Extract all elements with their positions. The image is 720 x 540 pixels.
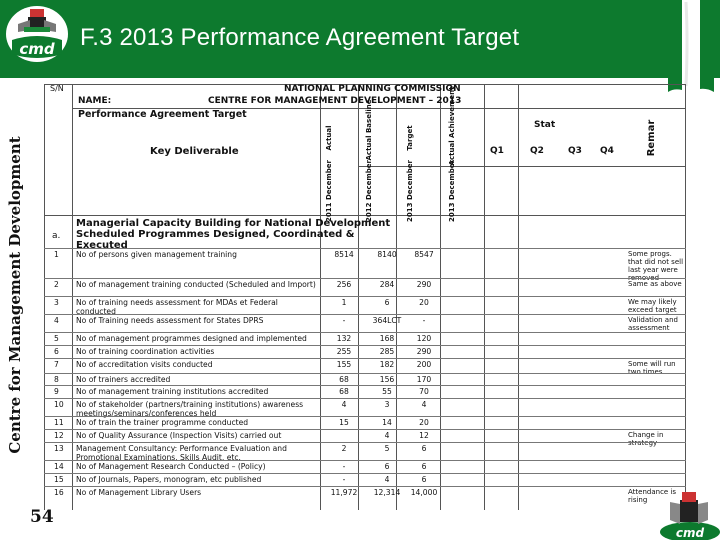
value-2012-baseline: 8140	[377, 250, 397, 259]
deliverable-text: No of stakeholder (partners/training institutions) awareness meetings/seminars/conferences held	[76, 400, 304, 418]
value-2012-baseline: 285	[379, 347, 395, 356]
value-2012-baseline: 4	[384, 431, 390, 440]
group-label: a.	[52, 231, 61, 241]
value-2011-actual: 1	[341, 298, 347, 307]
name-label: NAME:	[78, 96, 112, 106]
deliverable-text: No of persons given management training	[76, 250, 237, 259]
value-2012-baseline: 364LCT	[372, 316, 402, 325]
row-number: 6	[54, 347, 59, 356]
value-2012-baseline: 6	[384, 298, 390, 307]
value-2011-actual: 8514	[334, 250, 354, 259]
row-number: 16	[54, 488, 64, 497]
value-2013-target: 12	[419, 431, 429, 440]
remark-text: Change in strategy	[628, 431, 664, 447]
row-number: 7	[54, 360, 59, 369]
value-2013-target: 20	[419, 298, 429, 307]
deliverable-text: No of training coordination activities	[76, 347, 215, 356]
value-2011-actual: 132	[336, 334, 352, 343]
value-2011-actual: 11,972	[330, 488, 358, 497]
row-divider	[44, 460, 686, 461]
deliverable-text: No of management training conducted (Scheduled and Import)	[76, 280, 316, 289]
row-divider	[44, 416, 686, 417]
remark-text: We may likely exceed target	[628, 298, 677, 314]
title-banner	[0, 0, 720, 78]
value-2011-actual: 256	[336, 280, 352, 289]
table-border	[484, 84, 485, 510]
row-number: 15	[54, 475, 64, 484]
quarter-header-q4: Q4	[600, 146, 614, 156]
row-number: 12	[54, 431, 64, 440]
group-title: Managerial Capacity Building for National Development Scheduled Programmes Designed, Coordinated & Executed	[76, 218, 391, 251]
table-border	[518, 84, 519, 510]
value-2012-baseline: 182	[379, 360, 395, 369]
value-2012-baseline: 5	[384, 444, 390, 453]
value-2012-baseline: 12,314	[373, 488, 401, 497]
deliverable-text: No of management programmes designed and implemented	[76, 334, 307, 343]
table-border	[72, 84, 73, 510]
value-2013-target: 290	[416, 347, 432, 356]
row-number: 11	[54, 418, 64, 427]
section-title: Performance Agreement Target	[78, 109, 247, 120]
row-number: 1	[54, 250, 59, 259]
value-2011-actual: 15	[339, 418, 349, 427]
deliverable-text: No of Journals, Papers, monogram, etc published	[76, 475, 262, 484]
quarter-header-q1: Q1	[490, 146, 504, 156]
remark-text: Validation and assessment	[628, 316, 678, 332]
deliverable-text: No of Training needs assessment for States DPRS	[76, 316, 264, 325]
row-number: 5	[54, 334, 59, 343]
row-divider	[44, 429, 686, 430]
row-number: 9	[54, 387, 59, 396]
row-divider	[44, 385, 686, 386]
row-number: 4	[54, 316, 59, 325]
deliverable-text: No of Management Research Conducted – (Policy)	[76, 462, 266, 471]
value-2013-target: 290	[416, 280, 432, 289]
organization-name: NATIONAL PLANNING COMMISSION	[284, 84, 461, 94]
svg-text:cmd: cmd	[675, 526, 705, 540]
row-divider	[44, 358, 686, 359]
centre-name: CENTRE FOR MANAGEMENT DEVELOPMENT – 2013	[208, 96, 462, 106]
row-number: 2	[54, 280, 59, 289]
value-2011-actual: -	[342, 462, 346, 471]
row-divider	[44, 314, 686, 315]
value-2012-baseline: 284	[379, 280, 395, 289]
row-divider	[44, 398, 686, 399]
value-2013-target: 6	[421, 462, 427, 471]
row-divider	[44, 373, 686, 374]
deliverable-text: No of trainers accredited	[76, 375, 171, 384]
value-2013-target: 6	[421, 475, 427, 484]
sn-header: S/N	[50, 84, 64, 93]
row-divider	[44, 332, 686, 333]
value-2012-baseline: 4	[384, 475, 390, 484]
row-divider	[44, 486, 686, 487]
row-divider	[44, 345, 686, 346]
value-2011-actual: 68	[339, 375, 349, 384]
value-2013-target: 170	[416, 375, 432, 384]
value-2012-baseline: 168	[379, 334, 395, 343]
value-2013-target: -	[422, 316, 426, 325]
deliverable-text: No of training needs assessment for MDAs et Federal conducted	[76, 298, 278, 316]
row-divider	[44, 296, 686, 297]
row-number: 10	[54, 400, 64, 409]
row-divider	[44, 473, 686, 474]
key-deliverable-header: Key Deliverable	[150, 146, 239, 157]
deliverable-text: No of management training institutions accredited	[76, 387, 269, 396]
row-number: 13	[54, 444, 64, 453]
value-2012-baseline: 6	[384, 462, 390, 471]
value-2011-actual: -	[342, 475, 346, 484]
value-2011-actual: 155	[336, 360, 352, 369]
deliverable-text: No of Quality Assurance (Inspection Visits) carried out	[76, 431, 282, 440]
value-2011-actual: 68	[339, 387, 349, 396]
value-2012-baseline: 3	[384, 400, 390, 409]
value-2013-target: 20	[419, 418, 429, 427]
page-number: 54	[30, 507, 54, 527]
value-2012-baseline: 156	[379, 375, 395, 384]
row-number: 14	[54, 462, 64, 471]
value-2013-target: 4	[421, 400, 427, 409]
row-number: 3	[54, 298, 59, 307]
cmd-logo-icon	[4, 4, 70, 70]
remark-text: Some will run two times	[628, 360, 676, 376]
svg-text:cmd: cmd	[19, 40, 55, 58]
value-2011-actual: 255	[336, 347, 352, 356]
value-2013-target: 200	[416, 360, 432, 369]
performance-table: S/N NATIONAL PLANNING COMMISSION NAME: CENTRE FOR MANAGEMENT DEVELOPMENT – 2013 Performance Agreement Target Key Deliverable Actual Actual Baseline Target Actual Achievement 2011 December 2012 December 2013 December 2013 December Stat Q1 Q2 Q3 Q4 Remar a. Managerial Capacity Building for National Development Scheduled Programmes Designed, Coordinated & Executed 1 No of persons given management training 8514 8140 8547 Some progs. that did not sell last year were removed 2 No of management training conducted (Scheduled and Import) 256 284 290 Same as above 3 No of training needs assessment for MDAs et Federal conducted 1 6 20 We may likely exceed target 4 No of Training needs assessment for States DPRS - 364LCT - Validation and assessment 5 No of management programmes designed and implemented 132 168 120 6 No of training coordination activities 255 285 290 7 No of accreditation visits conducted 155 182 200 Some will run two times 8 No of trainers accredited 68 156 170 9 No of management training institutions accredited 68 55 70 10 No of stakeholder (partners/training institutions) awareness meetings/seminars/conferences held 4 3 4 11 No of train the trainer programme conducted 15 14 20 12 No of Quality Assurance (Inspection Visits) carried out 4 12 Change in strategy 13 Management Consultancy: Performance Evaluation and Promotional Examinations, Skills Audit, etc. 2 5 6 14 No of Management Research Conducted – (Policy) - 6 6 15 No of Journals, Papers, monogram, etc published - 4 6 16 No of Management Library Users 11,972 12,314 14,000 Attendance is rising	[44, 80, 686, 510]
row-divider	[44, 248, 686, 249]
deliverable-text: Management Consultancy: Performance Evaluation and Promotional Examinations, Skills Audit, etc.	[76, 444, 287, 462]
organization-vertical-label: Centre for Management Development	[6, 136, 24, 454]
deliverable-text: No of train the trainer programme conducted	[76, 418, 249, 427]
row-divider	[44, 278, 686, 279]
table-border	[44, 84, 45, 510]
value-2011-actual: -	[342, 316, 346, 325]
quarter-header-q3: Q3	[568, 146, 582, 156]
row-number: 8	[54, 375, 59, 384]
remark-text: Some progs. that did not sell last year were removed	[628, 250, 684, 282]
table-border	[320, 84, 321, 510]
nigeria-flag-icon	[662, 0, 720, 92]
row-divider	[44, 442, 686, 443]
value-2013-target: 8547	[414, 250, 434, 259]
remark-text: Attendance is rising	[628, 488, 677, 504]
value-2011-actual: 4	[341, 400, 347, 409]
value-2012-baseline: 14	[382, 418, 392, 427]
value-2013-target: 70	[419, 387, 429, 396]
coat-of-arms-logo-icon	[630, 490, 720, 540]
deliverable-text: No of Management Library Users	[76, 488, 202, 497]
remark-text: Same as above	[628, 280, 682, 288]
value-2012-baseline: 55	[382, 387, 392, 396]
page-title: F.3 2013 Performance Agreement Target	[80, 24, 520, 51]
value-2011-actual: 2	[341, 444, 347, 453]
quarter-header-q2: Q2	[530, 146, 544, 156]
value-2013-target: 14,000	[410, 488, 438, 497]
value-2013-target: 6	[421, 444, 427, 453]
deliverable-text: No of accreditation visits conducted	[76, 360, 213, 369]
value-2013-target: 120	[416, 334, 432, 343]
status-header: Stat	[534, 120, 556, 130]
